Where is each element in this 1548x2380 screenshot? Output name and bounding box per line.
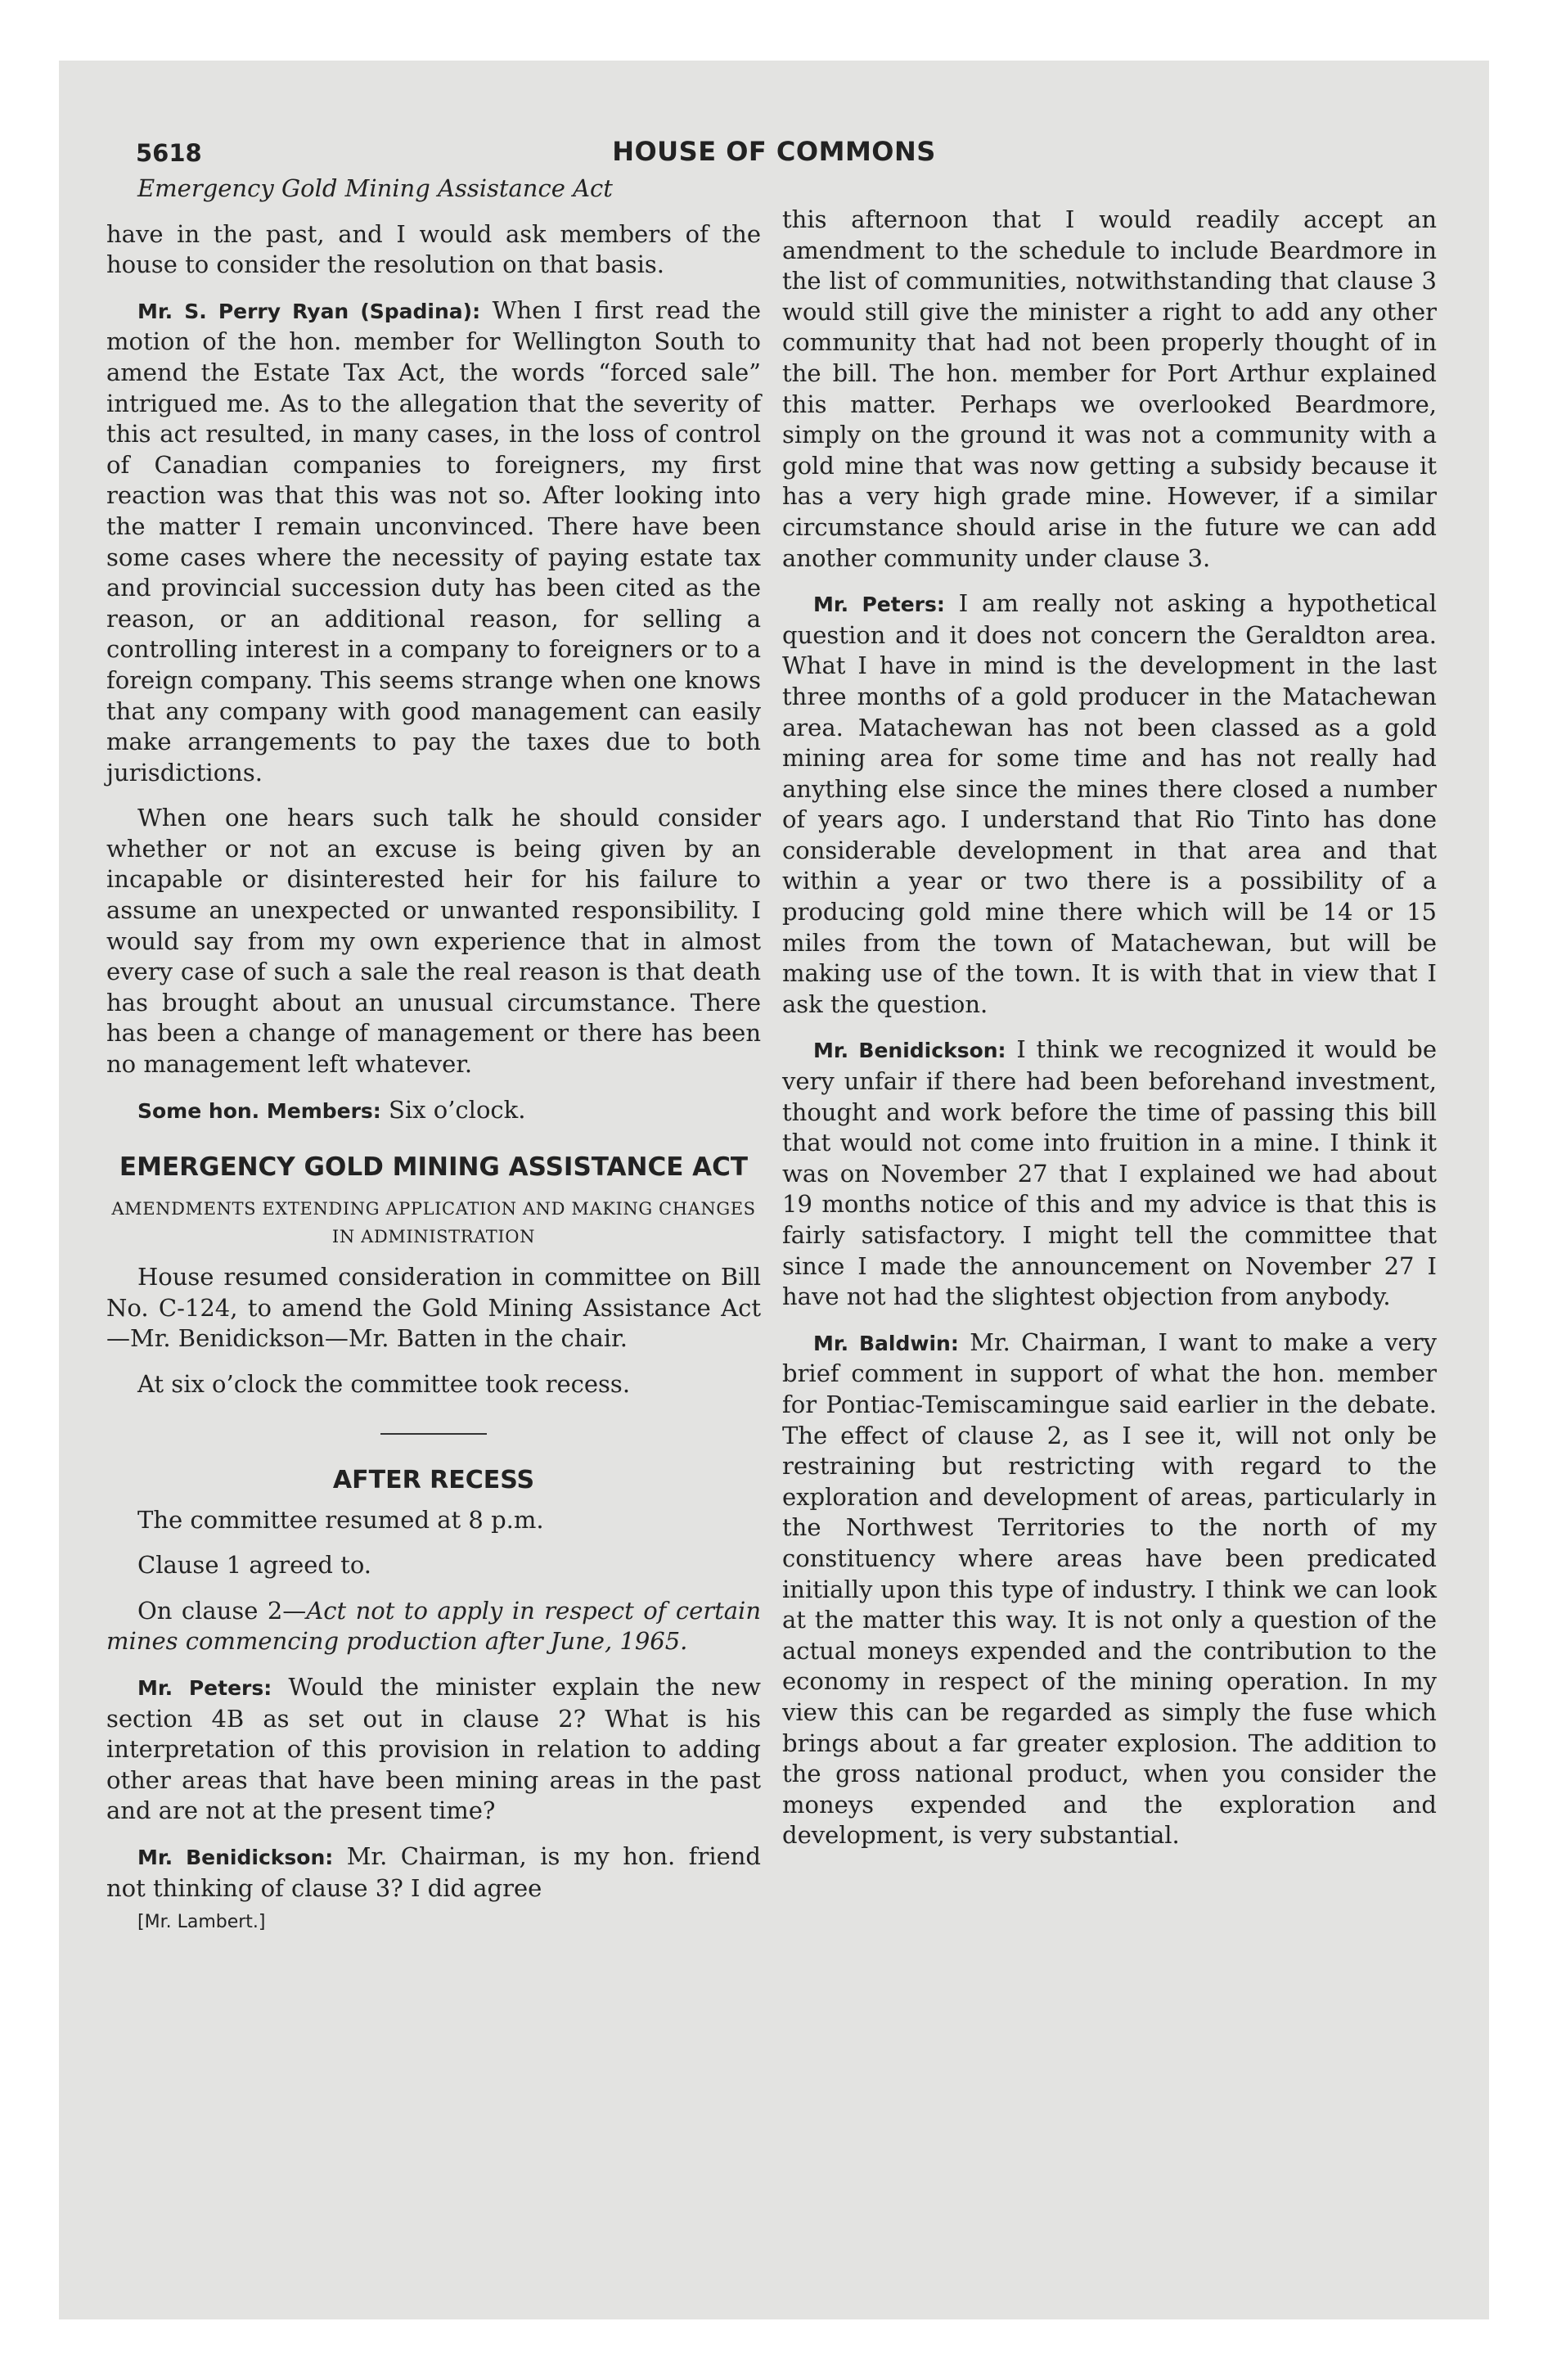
- left-column: [106, 174, 761, 1953]
- speaker-name: Mr. Peters:: [813, 593, 945, 617]
- speech: [106, 295, 761, 789]
- speech-text: Mr. Chairman, I want to make a very brief comment in support of what the hon. member for Pontiac-Temiscamingue said earlier in the debate. The effect of clause 2, as I see it, will not only be restraining but restricting with regard to the exploration and development of areas, particularly in the Northwest Territories to the north of my constituency where areas have been predicated initially upon this type of industry. I think we can look at the matter this way. It is not only a question of the actual moneys expended and the contribution to the economy in respect of the mining operation. In my view this can be regarded as simply the fuse which brings about a far greater explosion. The addition to the gross national product, when you consider the moneys expended and the exploration and development, is very substantial.: [782, 1327, 1437, 1850]
- running-head: HOUSE OF COMMONS: [612, 136, 936, 167]
- clause-lead: On clause 2—: [137, 1596, 307, 1625]
- speech-text: Six o’clock.: [380, 1095, 526, 1124]
- paragraph: have in the past, and I would ask members of the house to consider the resolution on that basis.: [106, 219, 761, 279]
- speech-text: When I first read the motion of the hon. member for Wellington South to amend the Estate Tax Act, the words “forced sale” intrigued me. As to the allegation that the severity of this act resulted, in many cases, in the loss of control of Canadian companies to foreigners, my first reaction was that this was not so. After looking into the matter I remain unconvinced. There have been some cases where the necessity of paying estate tax and provincial succession duty has been cited as the reason, or an additional reason, for selling a controlling interest in a company to foreigners or to a foreign company. This seems strange when one knows that any company with good management can easily make arrangements to pay the taxes due to both jurisdictions.: [106, 295, 761, 787]
- paragraph: At six o’clock the committee took recess.: [137, 1370, 631, 1398]
- speech-text: I think we recognized it would be very unfair if there had been beforehand investment, thought and work before the time of passing this bill that would not come into fruition in a mine. I think it was on November 27 that I explained we had about 19 months notice of this and my advice is that this is fairly satisfactory. I might tell the committee that since I made the announcement on November 27 I have not had the slightest objection from anybody.: [782, 1035, 1437, 1311]
- footer-speaker-tag: [Mr. Lambert.]: [137, 1912, 266, 1933]
- section-subheading: AMENDMENTS EXTENDING APPLICATION AND MAKING CHANGES IN ADMINISTRATION: [111, 1199, 756, 1247]
- divider: [380, 1433, 487, 1435]
- right-column: [782, 205, 1437, 1866]
- speech: [782, 1034, 1437, 1312]
- section-heading: EMERGENCY GOLD MINING ASSISTANCE ACT: [119, 1152, 749, 1183]
- running-subhead: Emergency Gold Mining Assistance Act: [137, 174, 613, 202]
- speaker-name: Mr. Peters:: [137, 1675, 272, 1700]
- speaker-name: Mr. Benidickson:: [813, 1039, 1006, 1063]
- speech: [782, 1327, 1437, 1851]
- speech-text: Mr. Chairman, is my hon. friend not thinking of clause 3? I did agree: [106, 1841, 761, 1902]
- speaker-name: Mr. S. Perry Ryan (Spadina):: [137, 299, 481, 323]
- paragraph: Clause 1 agreed to.: [137, 1551, 372, 1580]
- paragraph: The committee resumed at 8 p.m.: [137, 1505, 544, 1534]
- paragraph: this afternoon that I would readily accept an amendment to the schedule to include Beardmore in the list of communities, notwithstanding that clause 3 would still give the minister a right to add any other community that had not been properly thought of in the bill. The hon. member for Port Arthur explained this matter. Perhaps we overlooked Beardmore, simply on the ground it was not a community with a gold mine that was now getting a subsidy because it has a very high grade mine. However, if a similar circumstance should arise in the future we can add another community under clause 3.: [782, 205, 1437, 572]
- page-number: 5618: [136, 139, 202, 167]
- speaker-name: Mr. Benidickson:: [137, 1845, 334, 1869]
- speech: [782, 588, 1437, 1020]
- clause-title: Act not to apply in respect of certain mines commencing production after June, 1965.: [106, 1596, 762, 1656]
- paragraph: House resumed consideration in committee on Bill No. C-124, to amend the Gold Mining Assistance Act—Mr. Benidickson—Mr. Batten in the chair.: [106, 1263, 761, 1353]
- speech: [106, 1672, 761, 1827]
- after-recess-heading: AFTER RECESS: [332, 1465, 535, 1494]
- speaker-name: Some hon. Members:: [137, 1098, 381, 1123]
- speech: [106, 1841, 761, 1904]
- speaker-name: Mr. Baldwin:: [813, 1331, 959, 1355]
- speech: [106, 1095, 761, 1127]
- speech-text: I am really not asking a hypothetical question and it does not concern the Geraldton area. What I have in mind is the development in the last three months of a gold producer in the Matachewan area. Matachewan has not been classed as a gold mining area for some time and has not really had anything else since the mines there closed a number of years ago. I understand that Rio Tinto has done considerable development in that area and that within a year or two there is a possibility of a producing gold mine there which will be 14 or 15 miles from the town of Matachewan, but will be making use of the town. It is with that in view that I ask the question.: [782, 589, 1437, 1018]
- speech-text: Would the minister explain the new section 4B as set out in clause 2? What is his interpretation of this provision in relation to adding other areas that have been mining areas in the past and are not at the present time?: [106, 1672, 761, 1825]
- paragraph: When one hears such talk he should consider whether or not an excuse is being given by an incapable or disinterested heir for his failure to assume an unexpected or unwanted responsibility. I would say from my own experience that in almost every case of such a sale the real reason is that death has brought about an unusual circumstance. There has been a change of management or there has been no management left whatever.: [106, 804, 761, 1079]
- paragraph: [106, 1596, 761, 1657]
